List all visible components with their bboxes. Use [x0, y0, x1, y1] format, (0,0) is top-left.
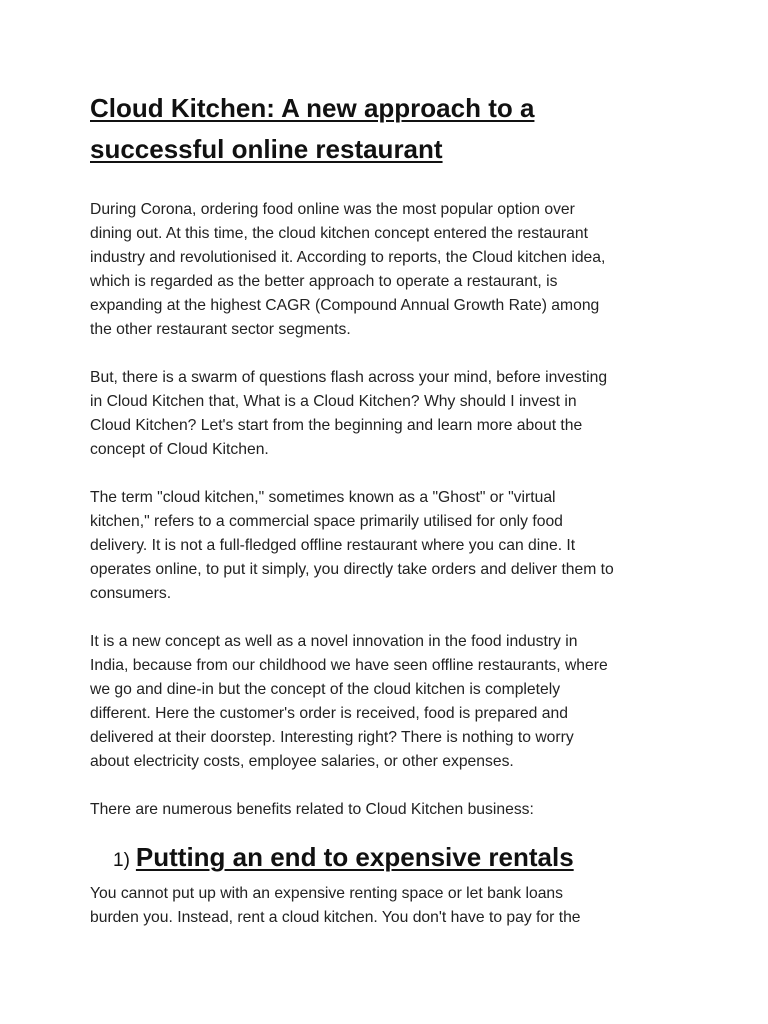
text-line: we go and dine-in but the concept of the cloud kitchen is completely [90, 681, 561, 698]
text-line: India, because from our childhood we have seen offline restaurants, where [90, 657, 608, 674]
document-title [90, 88, 690, 170]
text-line: consumers. [90, 585, 172, 602]
title-line: successful online restaurant [90, 134, 443, 164]
text-line: dining out. At this time, the cloud kitchen concept entered the restaurant [90, 225, 588, 242]
text-line: which is regarded as the better approach to operate a restaurant, is [90, 273, 558, 290]
section-heading [113, 842, 574, 873]
text-line: There are numerous benefits related to Cloud Kitchen business: [90, 801, 534, 818]
paragraph-definition [90, 486, 690, 606]
text-line: Cloud Kitchen? Let's start from the beginning and learn more about the [90, 417, 583, 434]
paragraph-questions [90, 366, 690, 462]
text-line: expanding at the highest CAGR (Compound Annual Growth Rate) among [90, 297, 600, 314]
text-line: operates online, to put it simply, you directly take orders and deliver them to [90, 561, 614, 578]
text-line: about electricity costs, employee salaries, or other expenses. [90, 753, 514, 770]
section-number: 1) [113, 850, 130, 871]
text-line: It is a new concept as well as a novel innovation in the food industry in [90, 633, 578, 650]
paragraph-section-body [90, 882, 690, 930]
text-line: concept of Cloud Kitchen. [90, 441, 269, 458]
paragraph-intro [90, 198, 690, 342]
text-line: burden you. Instead, rent a cloud kitchen. You don't have to pay for the [90, 909, 581, 926]
text-line: the other restaurant sector segments. [90, 321, 351, 338]
text-line: The term "cloud kitchen," sometimes known as a "Ghost" or "virtual [90, 489, 556, 506]
text-line: in Cloud Kitchen that, What is a Cloud Kitchen? Why should I invest in [90, 393, 577, 410]
title-line: Cloud Kitchen: A new approach to a [90, 93, 535, 123]
text-line: You cannot put up with an expensive renting space or let bank loans [90, 885, 563, 902]
paragraph-benefits-intro [90, 798, 690, 822]
text-line: delivered at their doorstep. Interesting right? There is nothing to worry [90, 729, 574, 746]
text-line: kitchen," refers to a commercial space primarily utilised for only food [90, 513, 563, 530]
text-line: During Corona, ordering food online was the most popular option over [90, 201, 575, 218]
text-line: different. Here the customer's order is received, food is prepared and [90, 705, 568, 722]
text-line: But, there is a swarm of questions flash across your mind, before investing [90, 369, 608, 386]
text-line: industry and revolutionised it. According to reports, the Cloud kitchen idea, [90, 249, 606, 266]
text-line: delivery. It is not a full-fledged offline restaurant where you can dine. It [90, 537, 576, 554]
paragraph-innovation [90, 630, 690, 774]
section-title: Putting an end to expensive rentals [135, 842, 574, 872]
